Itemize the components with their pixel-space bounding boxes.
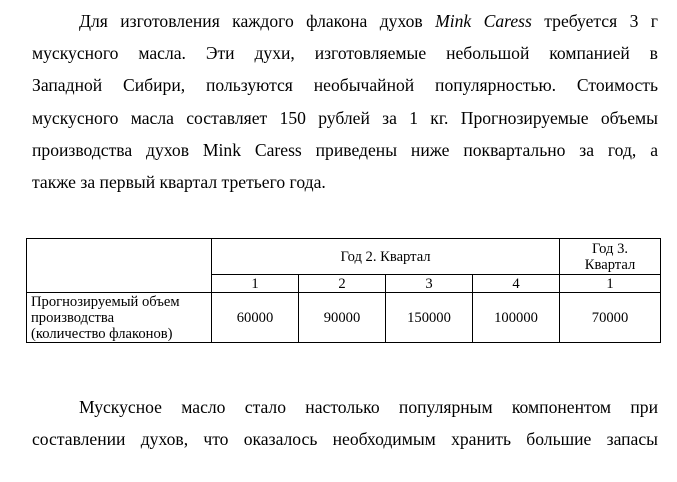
text-line: Мускусное масло стало настолько популярным компонентом при [79, 397, 658, 417]
text-line: Для изготовления каждого флакона духов Mink Caress требуется 3 г [79, 11, 658, 31]
text-line: также за первый квартал третьего года. [32, 172, 326, 193]
value-cell: 150000 [386, 293, 473, 343]
value-cell: 100000 [473, 293, 560, 343]
second-paragraph [32, 391, 658, 455]
year2-quarter-header: Год 2. Квартал [212, 239, 560, 275]
quarter-number: 2 [299, 275, 386, 293]
production-forecast-table [26, 238, 661, 343]
year3-quarter-header: Год 3. Квартал [560, 239, 661, 275]
product-name: Mink Caress [435, 11, 532, 31]
intro-paragraph [32, 5, 658, 198]
text-line: мускусного масла составляет 150 рублей за 1 кг. Прогнозируемые объемы [32, 107, 658, 128]
value-cell: 60000 [212, 293, 299, 343]
empty-corner-cell [27, 239, 212, 293]
text-line: мускусного масла. Эти духи, изготовляемые небольшой компанией в [32, 43, 658, 64]
value-cell: 70000 [560, 293, 661, 343]
quarter-number: 1 [212, 275, 299, 293]
text-line: составлении духов, что оказалось необходимым хранить большие запасы [32, 429, 658, 450]
row-label: Прогнозируемый объем производства (количество флаконов) [27, 293, 212, 343]
quarter-number: 1 [560, 275, 661, 293]
text-line: Западной Сибири, пользуются необычайной популярностью. Стоимость [32, 75, 658, 96]
quarter-number: 4 [473, 275, 560, 293]
value-cell: 90000 [299, 293, 386, 343]
quarter-number: 3 [386, 275, 473, 293]
text-line: производства духов Mink Caress приведены ниже поквартально за год, а [32, 139, 658, 160]
